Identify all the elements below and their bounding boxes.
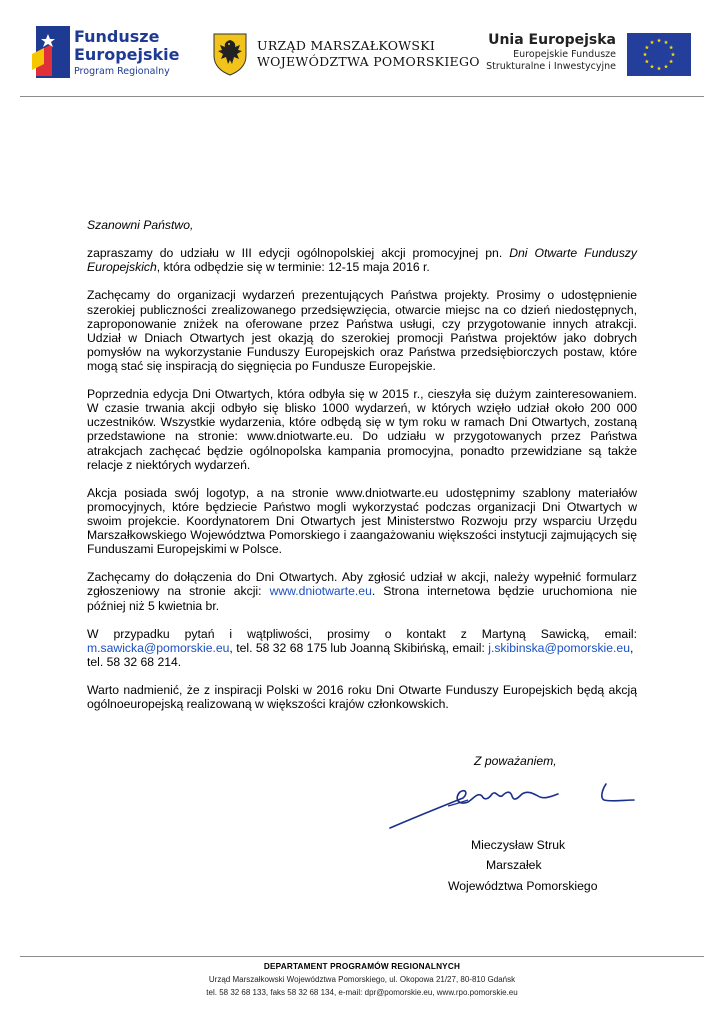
fe-subtitle: Program Regionalny [74, 66, 170, 77]
p1-text-c: , która odbędzie się w terminie: 12-15 maja 2016 r. [156, 260, 430, 275]
p6-text-d: tel. 58 32 68 214. [87, 654, 182, 669]
greeting: Szanowni Państwo, [87, 218, 194, 232]
header-divider [20, 96, 704, 97]
footer-department: DEPARTAMENT PROGRAMÓW REGIONALNYCH [263, 962, 461, 971]
email-link-sawicka[interactable]: m.sawicka@pomorskie.eu [87, 640, 230, 655]
p6-text-b: , tel. 58 32 68 175 lub Joanną Skibińską, email: [229, 640, 489, 655]
signer-title: Marszałek [486, 858, 542, 872]
funds-europe-logo-icon [30, 24, 72, 80]
closing: Z poważaniem, [474, 754, 557, 768]
signer-name: Mieczysław Struk [471, 838, 566, 852]
p5-text-a: Zachęcamy do dołączenia do Dni Otwartych. Aby zgłosić udział w akcji, należy wypełnić formularz zgłoszeniowy na stronie akcji: [87, 570, 637, 599]
footer-contact: tel. 58 32 68 133, faks 58 32 68 134, e-mail: dpr@pomorskie.eu, www.rpo.pomorskie.eu [206, 988, 518, 997]
footer-address: Urząd Marszałkowski Województwa Pomorskiego, ul. Okopowa 21/27, 80-810 Gdańsk [208, 975, 516, 984]
email-link-skibinska[interactable]: j.skibinska@pomorskie.eu [488, 640, 630, 655]
signer-organization: Województwa Pomorskiego [448, 879, 598, 893]
office-line1: URZĄD MARSZAŁKOWSKI [257, 38, 436, 53]
paragraph-encouragement: Zachęcamy do organizacji wydarzeń prezentujących Państwa projekty. Prosimy o udostępnienie szerokiej publiczności zrealizowanego przedsięwzięcia, otwarcie miejsc na co dzień niedostępnych, zaproponowanie zniżek na oferowane przez Państwa usługi, czy przygotowanie innych atrakcji. Udział w Dniach Otwartych jest okazją do szerokiej promocji Państwa projektów jako dobrych pomysłów na wykorzystanie Funduszy Europejskich oraz Państwa przedsiębiorczych postaw, które mogą stać się inspiracją do sięgnięcia po Fundusze Europejskie. [87, 288, 637, 373]
footer-divider [20, 956, 704, 957]
letterhead [0, 0, 724, 96]
p5-text-b: . Strona internetowa będzie uruchomiona nie później niż 5 kwietnia br. [87, 584, 638, 613]
eu-title: Unia Europejska [488, 32, 616, 48]
p1-text-a: zapraszamy do udziału w III edycji ogólnopolskiej akcji promocyjnej pn. [87, 246, 510, 261]
fe-line2: Europejskie [74, 45, 180, 64]
office-line2: WOJEWÓDZTWA POMORSKIEGO [257, 54, 480, 69]
marshal-office-name [257, 38, 480, 70]
eu-wordmark [476, 32, 616, 73]
funds-europe-wordmark [74, 28, 204, 79]
eu-sub2: Strukturalne i Inwestycyjne [486, 61, 616, 72]
p6-text-a: W przypadku pytań i wątpliwości, prosimy o kontakt z Martyną Sawicką, email: [87, 626, 637, 641]
p6-text-c: , [630, 640, 634, 655]
eu-sub1: Europejskie Fundusze [513, 49, 616, 60]
paragraph-previous-edition: Poprzednia edycja Dni Otwartych, która odbyła się w 2015 r., cieszyła się dużym zainteresowaniem. W czasie trwania akcji odbyło się blisko 1000 wydarzeń, w których wzięło udział około 200 000 uczestników. Wszystkie wydarzenia, które odbędą się w tym roku w ramach Dni Otwartych, zostaną przedstawione na stronie: www.dniotwarte.eu. Do udziału w przygotowanych przez Państwa atrakcjach zachęcać będzie ogólnopolska kampania promocyjna, ponadto przewidziane są także relacje z niektórych wydarzeń. [87, 387, 637, 472]
paragraph-contact [87, 627, 637, 669]
handwritten-signature-icon [388, 776, 638, 832]
paragraph-european-note: Warto nadmienić, że z inspiracji Polski w 2016 roku Dni Otwarte Funduszy Europejskich będą akcją ogólnoeuropejską realizowaną w większości krajów członkowskich. [87, 683, 637, 712]
registration-link[interactable]: www.dniotwarte.eu [269, 584, 372, 599]
p1-event-name: Dni Otwarte Funduszy Europejskich [87, 246, 637, 275]
paragraph-invitation [87, 246, 637, 274]
pomorskie-crest-icon [212, 32, 248, 76]
eu-flag-icon [627, 33, 691, 76]
fe-line1: Fundusze [74, 27, 160, 46]
footer [0, 960, 724, 999]
paragraph-registration [87, 570, 637, 612]
letter-body [87, 218, 637, 725]
paragraph-logo: Akcja posiada swój logotyp, a na stronie www.dniotwarte.eu udostępnimy szablony materiałów promocyjnych, które będziecie Państwo mogli wykorzystać podczas organizacji Dni Otwartych w swoim projekcie. Koordynatorem Dni Otwartych jest Ministerstwo Rozwoju przy wsparciu Urzędu Marszałkowskiego Województwa Pomorskiego i zaangażowaniu większości instytucji zajmujących się Funduszami Europejskimi w Polsce. [87, 485, 637, 557]
